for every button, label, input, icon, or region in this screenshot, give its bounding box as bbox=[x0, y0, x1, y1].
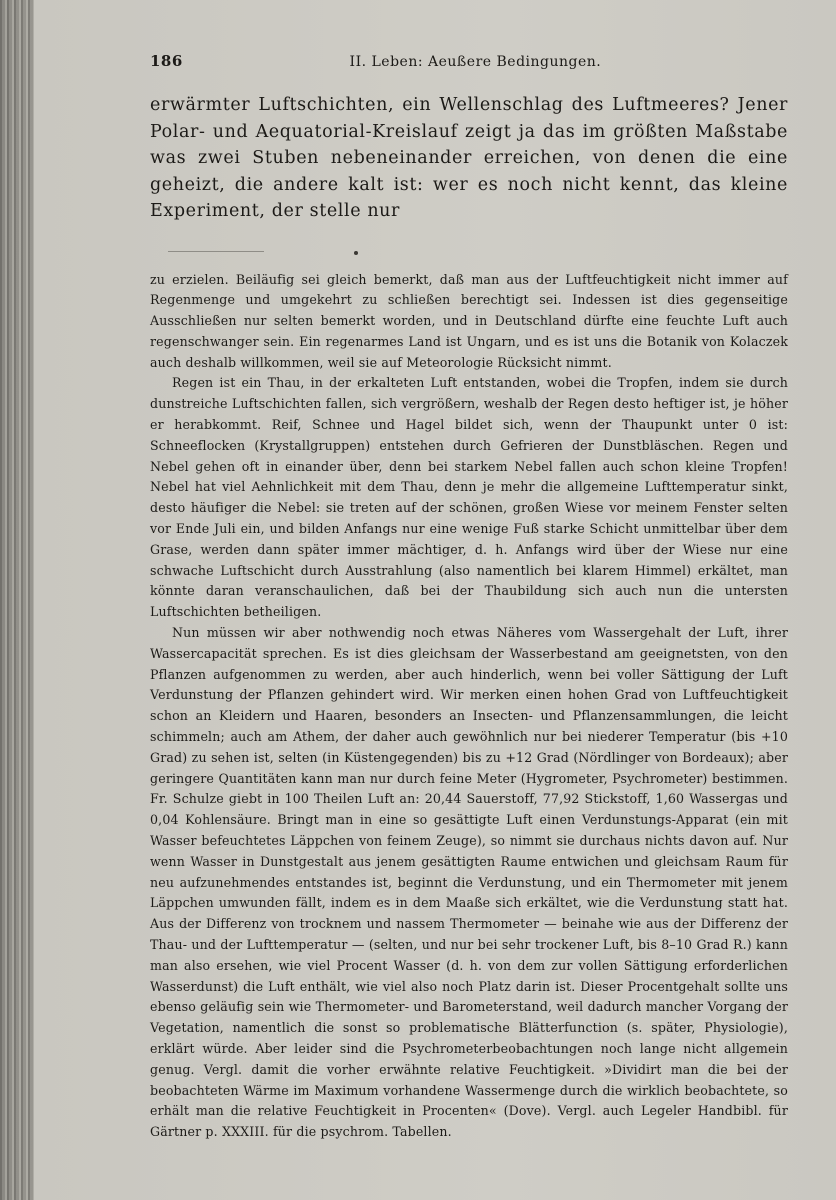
lead-paragraph: erwärmter Luftschichten, ein Wellenschlag des Luftmeeres? Jener Polar- und Aequatorial-Kreislauf zeigt ja das im größten Maßstabe was zwei Stuben nebeneinander erreichen, von denen die eine geheizt, die andere kalt ist: wer es noch nicht kennt, das kleine Experiment, der stelle nur bbox=[150, 95, 788, 221]
note-paragraph-3: Nun müssen wir aber nothwendig noch etwas Näheres vom Wassergehalt der Luft, ihrer Wassercapacität sprechen. Es ist dies gleichsam der Wasserbestand am geeignetsten, von den Pflanzen aufgenommen zu werden, aber auch hinderlich, wenn bei voller Sättigung der Luft Verdunstung der Pflanzen gehindert wird. Wir merken einen hohen Grad von Luftfeuchtigkeit schon an Kleidern und Haaren, besonders an Insecten- und Pflanzensammlungen, die leicht schimmeln; auch am Athem, der daher auch gewöhnlich nur bei niederer Temperatur (bis +10 Grad) zu sehen ist, selten (in Küstengegenden) bis zu +12 Grad (Nördlinger von Bordeaux); aber geringere Quantitäten kann man nur durch feine Meter (Hygrometer, Psychrometer) bestimmen. Fr. Schulze giebt in 100 Theilen Luft an: 20,44 Sauerstoff, 77,92 Stickstoff, 1,60 Wassergas und 0,04 Kohlensäure. Bringt man in eine so gesättigte Luft einen Verdunstungs-Apparat (ein mit Wasser befeuchtetes Läppchen von feinem Zeuge), so nimmt sie durchaus nichts davon auf. Nur wenn Wasser in Dunstgestalt aus jenem gesättigten Raume entwichen und gleichsam Raum für neu aufzunehmendes entstandes ist, beginnt die Verdunstung, und ein Thermometer mit jenem Läppchen umwunden fällt, indem es in dem Maaße sich erkältet, wie die Verdunstung statt hat. Aus der Differenz von trocknem und nassem Thermometer — beinahe wie aus der Differenz der Thau- und der Lufttemperatur — (selten, und nur bei sehr trockener Luft, bis 8–10 Grad R.) kann man also ersehen, wie viel Procent Wasser (d. h. von dem zur vollen Sättigung erforderlichen Wasserdunst) die Luft enthält, wie viel also noch Platz darin ist. Dieser Procentgehalt sollte uns ebenso geläufig sein wie Thermometer- und Barometerstand, weil dadurch mancher Vorgang der Vegetation, namentlich die sonst so problematische Blätterfunction (s. später, Physiologie), erklärt würde. Aber leider sind die Psychrometerbeobachtungen noch lange nicht allgemein genug. Vergl. damit die vorher erwähnte relative Feuchtigkeit. »Dividirt man die bei der beobachteten Wärme im Maximum vorhandene Wassermenge durch die wirklich beobachtete, so erhält man die relative Feuchtigkeit in Procenten« (Dove). Vergl. auch Legeler Handbibl. für Gärtner p. XXXIII. für die psychrom. Tabellen. bbox=[150, 625, 788, 1140]
book-binding-gutter bbox=[0, 0, 34, 1200]
footnote-block bbox=[150, 270, 788, 1143]
main-text bbox=[150, 92, 788, 225]
book-page bbox=[150, 52, 788, 1143]
note-paragraph-1: zu erzielen. Beiläufig sei gleich bemerkt, daß man aus der Luftfeuchtigkeit nicht immer auf Regenmenge und umgekehrt zu schließen berechtigt sei. Indessen ist dies gegenseitige Ausschließen nur selten bemerkt worden, und in Deutschland dürfte eine feuchte Luft auch regenschwanger sein. Ein regenarmes Land ist Ungarn, und es ist uns die Botanik von Kolaczek auch deshalb willkommen, weil sie auf Meteorologie Rücksicht nimmt. bbox=[150, 271, 788, 370]
page-number: 186 bbox=[150, 52, 183, 70]
page-header bbox=[150, 52, 788, 78]
note-paragraph-2: Regen ist ein Thau, in der erkalteten Luft entstanden, wobei die Tropfen, indem sie durch dunstreiche Luftschichten fallen, sich vergrößern, weshalb der Regen desto heftiger ist, je höher er herabkommt. Reif, Schnee und Hagel bildet sich, wenn der Thaupunkt unter 0 ist: Schneeflocken (Krystallgruppen) entstehen durch Gefrieren der Dunstbläschen. Regen und Nebel gehen oft in einander über, denn bei starkem Nebel fallen auch schon kleine Tropfen! Nebel hat viel Aehnlichkeit mit dem Thau, denn je mehr die allgemeine Lufttemperatur sinkt, desto häufiger die Nebel: sie treten auf der schönen, großen Wiese vor meinem Fenster selten vor Ende Juli ein, und bilden Anfangs nur eine wenige Fuß starke Schicht unmittelbar über dem Grase, werden dann später immer mächtiger, d. h. Anfangs wird über der Wiese nur eine schwache Luftschicht durch Ausstrahlung (also namentlich bei klarem Himmel) erkältet, man könnte daran veranschaulichen, daß bei der Thaubildung sich auch nun die untersten Luftschichten betheiligen. bbox=[150, 375, 788, 620]
running-title: II. Leben: Aeußere Bedingungen. bbox=[349, 54, 602, 70]
footnote-separator bbox=[168, 251, 264, 252]
